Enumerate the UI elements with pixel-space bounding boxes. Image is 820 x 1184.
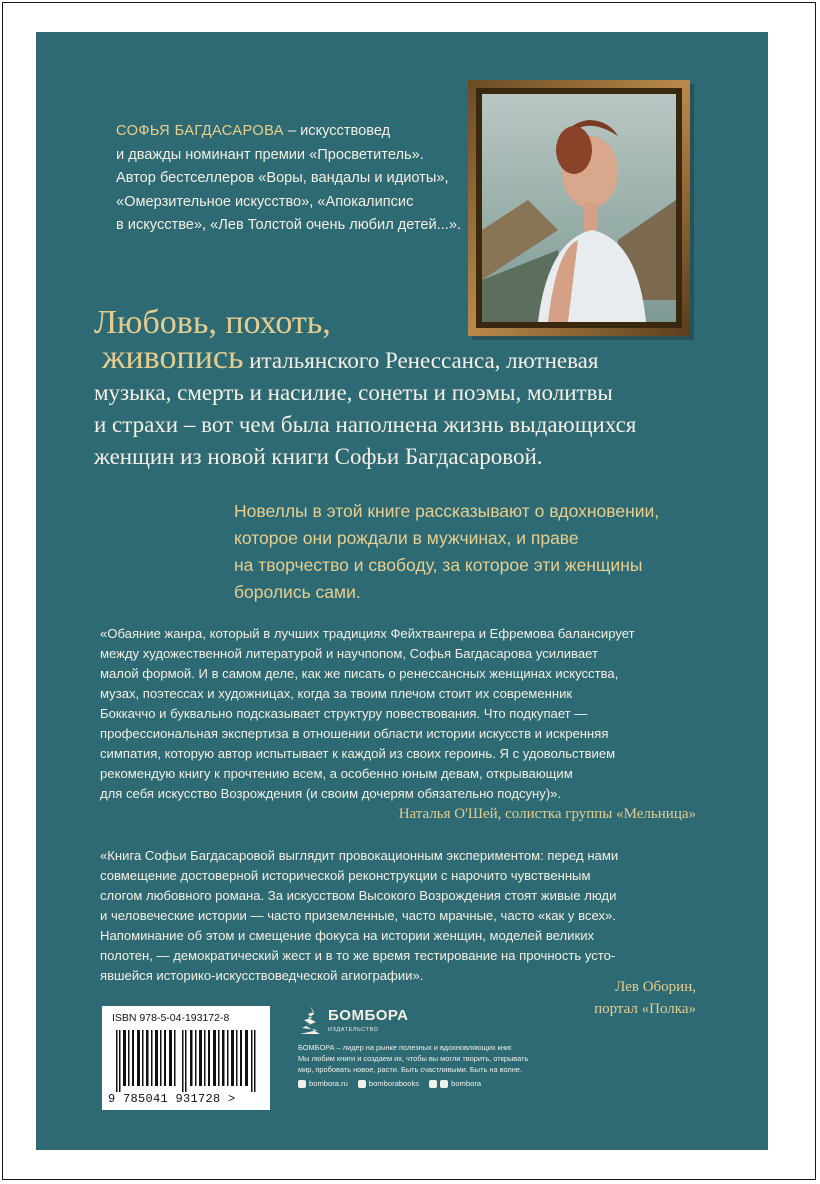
- review-quote-2: «Книга Софьи Багдасаровой выглядит провокационным экспериментом: перед нами совмещение достоверной исторической реконструкции с нарочито чувственным слогом любовного романа. За искусством Высокого Возрождения стоят живые люди и человеческие истории — часто приземленные, часто мрачные, часто «как у всех». Напоминание об этом и смещение фокуса на истории женщин, моделей великих полотен, — демократический жест и в то же время тестирование на прочность усто- явшейся историко-искусствоведческой агиографии».: [100, 848, 619, 983]
- book-back-cover: [36, 32, 768, 1150]
- novella-blurb: Новеллы в этой книге рассказывают о вдохновении, которое они рождали в мужчинах, и праве на творчество и свободу, за которое эти женщины боролись сами.: [234, 501, 660, 602]
- social-telegram[interactable]: bombora: [429, 1079, 481, 1088]
- author-name: СОФЬЯ БАГДАСАРОВА: [116, 123, 284, 139]
- publisher-block: [298, 1006, 598, 1088]
- isbn-number: ISBN 978-5-04-193172-8: [112, 1012, 230, 1024]
- publisher-logo: БОМБОРА ИЗДАТЕЛЬСТВО: [298, 1006, 598, 1034]
- vk-icon: [358, 1080, 366, 1088]
- author-bio: СОФЬЯ БАГДАСАРОВА – искусствовед и дважды номинант премии «Просветитель». Автор бестселлеров «Воры, вандалы и идиоты», «Омерзительное искусство», «Апокалипсис в искусстве», «Лев Толстой очень любил детей...».: [116, 123, 462, 233]
- headline-title-2: живопись: [102, 339, 244, 376]
- youtube-icon: [429, 1080, 437, 1088]
- publisher-socials: [298, 1079, 598, 1088]
- publisher-description: БОМБОРА – лидер на рынке полезных и вдохновляющих книг. Мы любим книги и создаем их, чтобы вы могли творить, открывать мир, пробовать новое, расти. Быть счастливыми. Быть на волне.: [298, 1043, 529, 1074]
- social-site[interactable]: bombora.ru: [298, 1079, 348, 1088]
- review-quote-1: «Обаяние жанра, который в лучших традициях Фейхтвангера и Ефремова балансирует между художественной литературой и научпопом, Софья Багдасарова усиливает малой формой. И в самом деле, как же писать о ренессансных женщинах искусства, музах, поэтессах и художницах, когда за твоим плечом стоит их современник Боккаччо и буквально подсказывает структуру повествования. Что подкупает — профессиональная экспертиза в отношении области истории искусств и искренняя симпатия, которую автор испытывает к каждой из своих героинь. Я с удовольствием рекомендую книгу к прочтению всем, а особенно юным девам, открывающим для себя искусство Возрождения (и своим дочерям обязательно подсуну)».: [100, 626, 635, 801]
- headline: Любовь, похоть, живопись итальянского Ренессанса, лютневая музыка, смерть и насилие, сонеты и поэмы, молитвы и страхи – вот чем была наполнена жизнь выдающихся женщин из новой книги Софьи Багдасаровой.: [94, 304, 734, 473]
- isbn-barcode: [102, 1006, 270, 1110]
- globe-icon: [298, 1080, 306, 1088]
- headline-title: Любовь, похоть,: [94, 304, 331, 341]
- social-instagram[interactable]: bomborabooks: [358, 1079, 419, 1088]
- review-attribution-2: Лев Оборин, портал «Полка»: [594, 979, 696, 1017]
- barcode-digits: 9 785041 931728 >: [108, 1092, 236, 1106]
- review-attribution-1: Наталья О'Шей, солистка группы «Мельница»: [398, 806, 696, 822]
- barcode-bars: [112, 1030, 262, 1092]
- bombora-logo-icon: [298, 1006, 322, 1034]
- telegram-icon: [440, 1080, 448, 1088]
